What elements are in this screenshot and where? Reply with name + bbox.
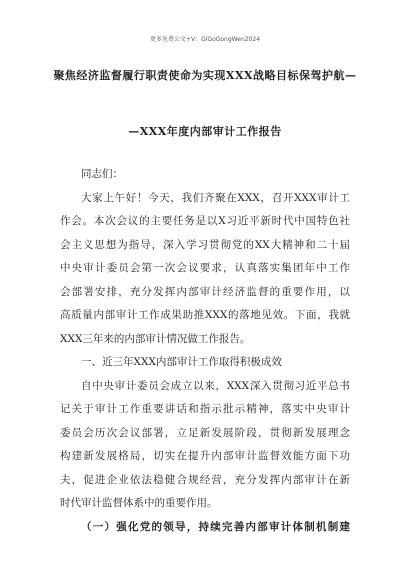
report-body <box>60 164 350 540</box>
paragraph-line: 大家上午好！今天，我们齐聚在XXX，召开XXX审计工 <box>81 191 350 204</box>
header-note: 更多免费公文+V：GiGoGongWen2024 <box>149 36 261 43</box>
paragraph-line: 记关于审计工作重要讲话和指示批示精神，落实中央审计 <box>60 403 350 415</box>
paragraph-line: XXX三年来的内部审计情况做工作报告。 <box>60 332 251 345</box>
subsection-heading: （一）强化党的领导，持续完善内部审计体制机制建 <box>81 520 350 533</box>
paragraph-line: 作会。本次会议的主要任务是以X习近平新时代中国特色社 <box>60 215 350 227</box>
section-heading: 一、近三年XXX内部审计工作取得积极成效 <box>81 356 282 368</box>
paragraph-line: 夫，促进企业依法稳健合规经营，充分发挥内部审计在新 <box>60 473 350 486</box>
paragraph-line: 会主义思想为指导，深入学习贯彻党的XX大精神和二十届 <box>60 238 350 251</box>
paragraph-line: 高质量内部审计工作成果助推XXX的落地见效。下面，我就 <box>60 309 350 321</box>
paragraph-line: 委员会历次会议部署，立足新发展阶段，贯彻新发展理念 <box>60 426 350 439</box>
paragraph-line: 会部署安排，充分发挥内部审计经济监督的重要作用，以 <box>60 285 350 298</box>
paragraph-line: 自中央审计委员会成立以来，XXX深入贯彻习近平总书 <box>81 379 350 392</box>
paragraph-line: 构建新发展格局，切实在提升内部审计监督效能方面下功 <box>60 450 350 462</box>
paragraph-line: 时代审计监督体系中的重要作用。 <box>60 497 218 509</box>
report-title-line-2: —XXX年度内部审计工作报告 <box>128 125 282 138</box>
report-title-line-1: 聚焦经济监督履行职责使命为实现XXX战略目标保驾护航— <box>53 69 357 82</box>
greeting: 同志们： <box>81 168 123 180</box>
paragraph-line: 中央审计委员会第一次会议要求，认真落实集团年中工作 <box>60 262 350 274</box>
